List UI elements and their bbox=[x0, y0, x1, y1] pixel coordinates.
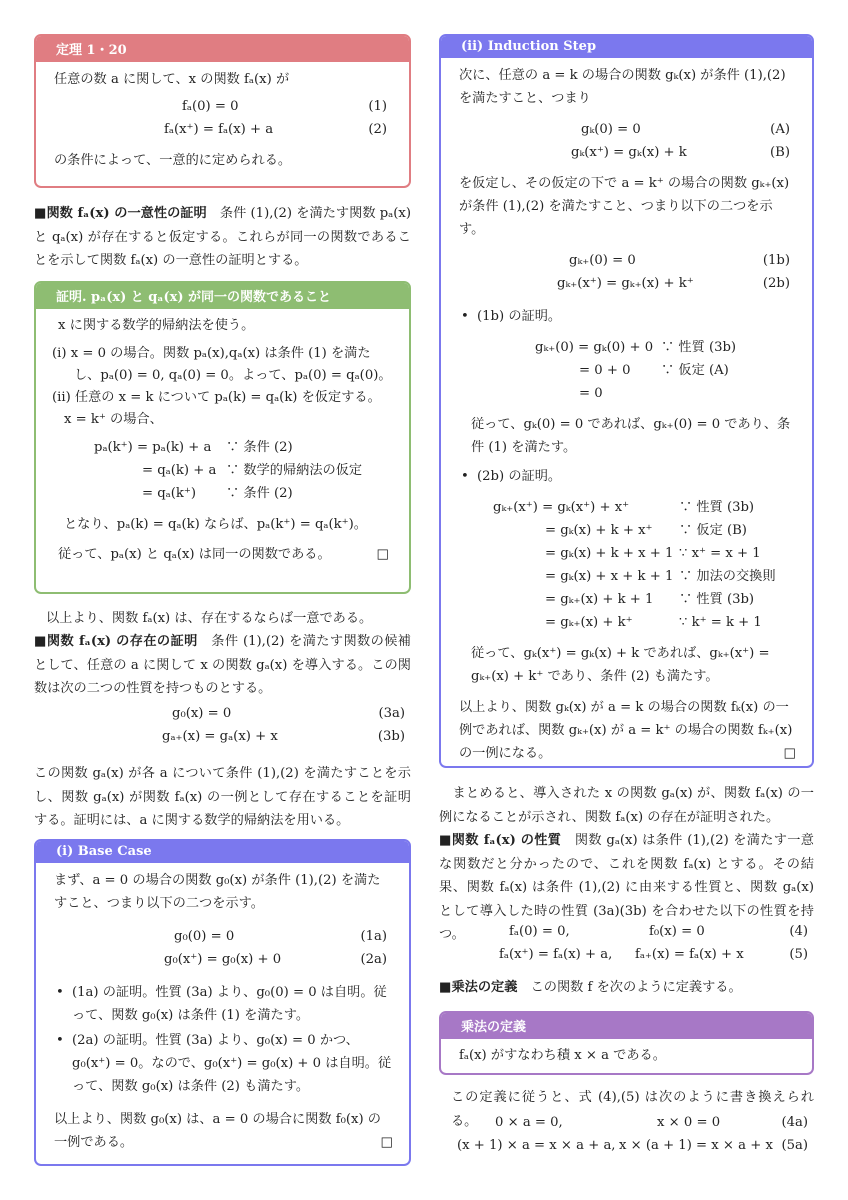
derivation-left: pₐ(k⁺) = pₐ(k) + a bbox=[94, 440, 212, 455]
equation-number: (2b) bbox=[762, 276, 790, 291]
derivation-conclusion: 従って、gₖ(x⁺) = gₖ(x) + k であれば、gₖ₊(x⁺) = gₖ₊(x) + k⁺ であり、条件 (2) も満たす。 bbox=[471, 646, 770, 684]
definition-text: fₐ(x) がすなわち積 x × a である。 bbox=[459, 1048, 666, 1063]
theorem-intro: 任意の数 a に関して、x の関数 fₐ(x) が bbox=[54, 72, 290, 87]
derivation-reason: ∵ 加法の交換則 bbox=[679, 569, 776, 584]
equation-4-right: f₀(x) = 0 bbox=[649, 924, 705, 939]
section-heading: ■関数 fₐ(x) の性質 bbox=[439, 833, 562, 848]
qed-symbol: □ bbox=[376, 547, 389, 562]
derivation-left: gₖ₊(0) = gₖ(0) + 0 bbox=[535, 340, 654, 355]
derivation-reason: ∵ 性質 (3b) bbox=[679, 592, 755, 607]
induction-step-title: (ii) Induction Step bbox=[441, 36, 812, 58]
equation-number: (A) bbox=[770, 122, 790, 137]
equation-4a-right: x × 0 = 0 bbox=[657, 1115, 721, 1130]
equation-2: fₐ(x⁺) = fₐ(x) + a bbox=[164, 122, 274, 137]
equation-number: (B) bbox=[770, 145, 790, 160]
equation-number: (1a) bbox=[360, 929, 387, 944]
equation-2b: gₖ₊(x⁺) = gₖ₊(x) + k⁺ bbox=[557, 276, 694, 291]
derivation-left: = gₖ(x) + k + x + 1 bbox=[545, 546, 674, 561]
list-item: • (1a) の証明。性質 (3a) より、g₀(0) = 0 は自明。従って、関数 g₀(x) は条件 (1) を満たす。 bbox=[54, 981, 393, 1027]
derivation-left: = gₖ(x) + x + k + 1 bbox=[545, 569, 674, 584]
derivation-reason: ∵ 仮定 (B) bbox=[679, 523, 747, 538]
derivation-reason: ∵ 性質 (3b) bbox=[679, 500, 755, 515]
equation-1a: g₀(0) = 0 bbox=[174, 929, 235, 944]
equation-number: (3b) bbox=[377, 729, 405, 744]
derivation-left: = gₖ₊(x) + k + 1 bbox=[545, 592, 654, 607]
equation-5a-left: (x + 1) × a = x × a + a, bbox=[457, 1138, 616, 1153]
equation-number: (1) bbox=[368, 99, 387, 114]
derivation-left: = gₖ₊(x) + k⁺ bbox=[545, 615, 633, 630]
summary-paragraph: まとめると、導入された x の関数 gₐ(x) が、関数 fₐ(x) の一例になることが示され、関数 fₐ(x) の存在が証明された。 bbox=[439, 786, 814, 825]
section-heading: ■乗法の定義 bbox=[439, 980, 518, 995]
derivation-left: = 0 + 0 bbox=[579, 363, 631, 378]
derivation-left: = gₖ(x) + k + x⁺ bbox=[545, 523, 653, 538]
proof-case-ii: (ii) 任意の x = k について pₐ(k) = qₐ(k) を仮定する。 bbox=[52, 390, 381, 405]
derivation-reason: ∵ 数学的帰納法の仮定 bbox=[226, 463, 363, 478]
equation-5-left: fₐ(x⁺) = fₐ(x) + a, bbox=[499, 947, 613, 962]
theorem-outro: の条件によって、一意的に定められる。 bbox=[54, 153, 292, 168]
derivation-left: gₖ₊(x⁺) = gₖ(x⁺) + x⁺ bbox=[493, 500, 630, 515]
qed-symbol: □ bbox=[380, 1135, 393, 1150]
derivation-reason: ∵ 条件 (2) bbox=[226, 440, 293, 455]
proof-line: x に関する数学的帰納法を使う。 bbox=[58, 318, 255, 333]
induction-text: を仮定し、その仮定の下で a = k⁺ の場合の関数 gₖ₊(x) が条件 (1),(2) を満たすこと、つまり以下の二つを示す。 bbox=[459, 176, 790, 237]
equation-5a-right: x × (a + 1) = x × a + x bbox=[619, 1138, 773, 1153]
theorem-title: 定理 1・20 bbox=[36, 36, 409, 62]
equation-number: (5) bbox=[789, 947, 808, 962]
proof-conclusion: 従って、pₐ(x) と qₐ(x) は同一の関数である。 bbox=[58, 547, 331, 562]
qed-symbol: □ bbox=[783, 746, 796, 761]
paragraph-text: 条件 (1),(2) を満たす関数の候補として、任意の a に関して x の関数 gₐ(x) を導入する。この関数は次の二つの性質を持つものとする。 bbox=[34, 634, 411, 696]
definition-title: 乗法の定義 bbox=[441, 1013, 812, 1039]
equation-number: (1b) bbox=[762, 253, 790, 268]
proof-box bbox=[34, 281, 411, 594]
derivation-reason: ∵ 条件 (2) bbox=[226, 486, 293, 501]
proof-case-i: (i) x = 0 の場合。関数 pₐ(x),qₐ(x) は条件 (1) を満たし、pₐ(0) = 0, qₐ(0) = 0。よって、pₐ(0) = qₐ(0)。 bbox=[52, 346, 392, 383]
section-heading: ■関数 fₐ(x) の一意性の証明 bbox=[34, 206, 207, 221]
derivation-conclusion: 従って、gₖ(0) = 0 であれば、gₖ₊(0) = 0 であり、条件 (1) を満たす。 bbox=[471, 417, 791, 455]
equation-1b: gₖ₊(0) = 0 bbox=[569, 253, 636, 268]
derivation-reason: ∵ x⁺ = x + 1 bbox=[679, 546, 761, 561]
proof-title: 証明. pₐ(x) と qₐ(x) が同一の関数であること bbox=[36, 283, 409, 309]
definition-box bbox=[439, 1011, 814, 1075]
existence-paragraph-2: この関数 gₐ(x) が各 a について条件 (1),(2) を満たすことを示し、関数 gₐ(x) が関数 fₐ(x) の一例として存在することを証明する。証明には、a に関する数学的帰納法を用いる。 bbox=[34, 766, 411, 828]
list-item: • (2a) の証明。性質 (3a) より、g₀(x) = 0 かつ、g₀(x⁺) = 0。なので、g₀(x⁺) = g₀(x) + 0 は自明。従って、関数 g₀(x) は条件 (2) も満たす。 bbox=[54, 1029, 393, 1098]
induction-step-box bbox=[439, 34, 814, 768]
paragraph-text: 条件 (1),(2) を満たす関数 pₐ(x) と qₐ(x) が存在すると仮定する。これらが同一の関数であることを示して関数 fₐ(x) の一意性の証明とする。 bbox=[34, 206, 411, 268]
base-case-box bbox=[34, 839, 411, 1166]
equation-5-right: fₐ₊(x) = fₐ(x) + x bbox=[635, 947, 744, 962]
equation-number: (4a) bbox=[781, 1115, 808, 1130]
induction-text: 次に、任意の a = k の場合の関数 gₖ(x) が条件 (1),(2) を満たすこと、つまり bbox=[459, 68, 786, 106]
derivation-left: = qₐ(k) + a bbox=[142, 463, 217, 478]
equation-number: (4) bbox=[789, 924, 808, 939]
derivation-reason: ∵ 仮定 (A) bbox=[661, 363, 729, 378]
equation-4-left: fₐ(0) = 0, bbox=[509, 924, 570, 939]
equation-A: gₖ(0) = 0 bbox=[581, 122, 641, 137]
theorem-box bbox=[34, 34, 411, 188]
proof-case-ii-b: x = k⁺ の場合、 bbox=[64, 412, 163, 427]
equation-B: gₖ(x⁺) = gₖ(x) + k bbox=[571, 145, 687, 160]
equation-number: (2) bbox=[368, 122, 387, 137]
derivation-left: = 0 bbox=[579, 386, 603, 401]
paragraph-text: 関数 gₐ(x) は条件 (1),(2) を満たす一意な関数だと分かったので、これを関数 fₐ(x) とする。その結果、関数 fₐ(x) は条件 (1),(2) に由来する性質と、関数 gₐ(x) として導入した時の性質 (3a)(3b) を合わせた以下の性質を持つ。 bbox=[439, 833, 814, 942]
base-case-title: (i) Base Case bbox=[36, 841, 409, 863]
list-item: • (1b) の証明。 bbox=[459, 305, 796, 328]
list-item: • (2b) の証明。 bbox=[459, 465, 796, 488]
paragraph-text: この関数 f を次のように定義する。 bbox=[517, 980, 742, 995]
derivation-reason: ∵ 性質 (3b) bbox=[661, 340, 737, 355]
existence-paragraph bbox=[34, 630, 411, 701]
uniqueness-paragraph bbox=[34, 202, 411, 273]
equation-3a: g₀(x) = 0 bbox=[172, 706, 232, 721]
multiplication-paragraph bbox=[439, 976, 814, 1000]
equation-number: (5a) bbox=[781, 1138, 808, 1153]
equation-number: (3a) bbox=[378, 706, 405, 721]
proof-line: となり、pₐ(k) = qₐ(k) ならば、pₐ(k⁺) = qₐ(k⁺)。 bbox=[64, 517, 367, 532]
base-case-text: まず、a = 0 の場合の関数 g₀(x) が条件 (1),(2) を満たすこと、つまり以下の二つを示す。 bbox=[54, 873, 381, 911]
derivation-left: = qₐ(k⁺) bbox=[142, 486, 197, 501]
base-case-conclusion: 以上より、関数 g₀(x) は、a = 0 の場合に関数 f₀(x) の一例である。 bbox=[54, 1112, 381, 1150]
section-heading: ■関数 fₐ(x) の存在の証明 bbox=[34, 634, 198, 649]
equation-2a: g₀(x⁺) = g₀(x) + 0 bbox=[164, 952, 282, 967]
equation-number: (2a) bbox=[360, 952, 387, 967]
derivation-reason: ∵ k⁺ = k + 1 bbox=[679, 615, 762, 630]
induction-conclusion: 以上より、関数 gₖ(x) が a = k の場合の関数 fₖ(x) の一例であれば、関数 gₖ₊(x) が a = k⁺ の場合の関数 fₖ₊(x) の一例になる。 bbox=[459, 700, 793, 761]
equation-1: fₐ(0) = 0 bbox=[182, 99, 239, 114]
equation-4a-left: 0 × a = 0, bbox=[495, 1115, 563, 1130]
after-proof-line: 以上より、関数 fₐ(x) は、存在するならば一意である。 bbox=[46, 611, 373, 626]
rewrite-line: この定義に従うと、式 (4),(5) は次のように書き換えられる。 bbox=[451, 1090, 814, 1129]
equation-3b: gₐ₊(x) = gₐ(x) + x bbox=[162, 729, 278, 744]
